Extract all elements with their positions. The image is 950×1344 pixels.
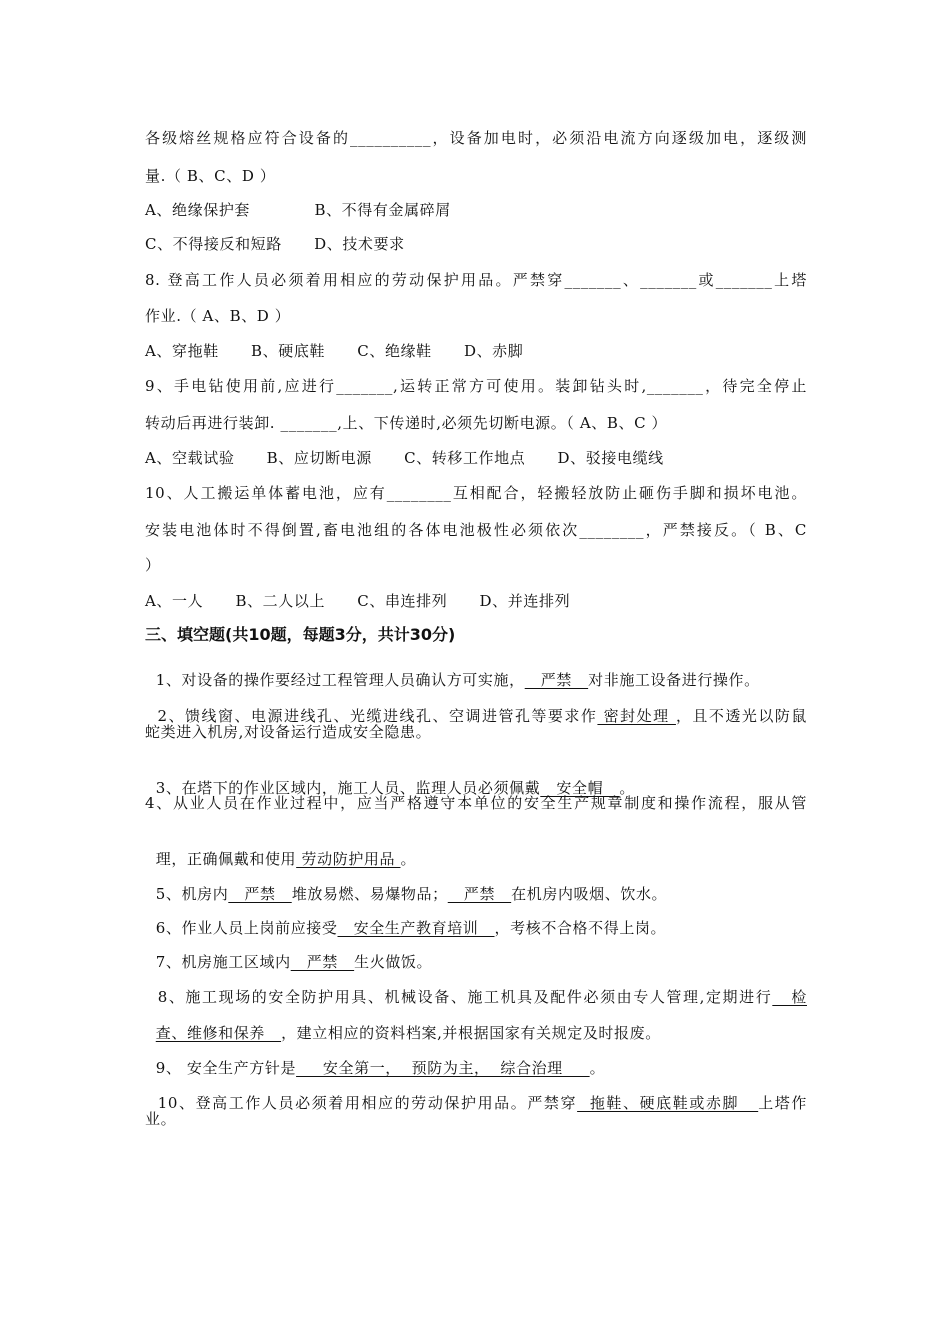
fill-item-8 bbox=[145, 967, 807, 1007]
q7-options-line2: C、不得接反和短路 D、技术要求 bbox=[145, 235, 405, 253]
fill-item-10 bbox=[145, 1073, 807, 1113]
section-heading: 三、填空题(共10题，每题3分，共计30分) bbox=[145, 625, 456, 644]
fill-text: 。 bbox=[619, 779, 635, 797]
q7-stem-line2: 量.（ B、C、D ） bbox=[145, 167, 276, 185]
fill-answer: 检 bbox=[772, 988, 807, 1006]
fill-item-3 bbox=[145, 758, 807, 798]
fill-answer: 严禁 bbox=[524, 671, 589, 689]
fill-answer: 严禁 bbox=[290, 953, 355, 971]
q10-stem-line1: 10、人工搬运单体蓄电池，应有________互相配合，轻搬轻放防止砸伤手脚和损坏电池。 bbox=[145, 484, 807, 502]
fill-text: 在机房内吸烟、饮水。 bbox=[511, 885, 668, 903]
fill-text: 理，正确佩戴和使用 bbox=[155, 850, 297, 868]
fill-answer: 安全第一， 预防为主， 综合治理 bbox=[296, 1059, 590, 1077]
fill-text: 1、对设备的操作要经过工程管理人员确认方可实施， bbox=[155, 671, 525, 689]
fill-text: 10、登高工作人员必须着用相应的劳动保护用品。严禁穿 bbox=[157, 1094, 578, 1112]
fill-text: 5、机房内 bbox=[155, 885, 229, 903]
fill-text: ，考核不合格不得上岗。 bbox=[494, 919, 667, 937]
q9-stem-line1: 9、手电钻使用前,应进行_______,运转正常方可使用。装卸钻头时,_______，待完全停止 bbox=[145, 377, 807, 395]
fill-text: 对非施工设备进行操作。 bbox=[588, 671, 760, 689]
fill-text: 生火做饭。 bbox=[354, 953, 433, 971]
fill-item-1 bbox=[145, 650, 807, 690]
fill-text: ，建立相应的资料档案,并根据国家有关规定及时报废。 bbox=[281, 1024, 661, 1042]
fill-text: 上塔作 bbox=[758, 1094, 807, 1112]
q10-stem-line3: ） bbox=[145, 556, 161, 574]
q10-stem-line2: 安装电池体时不得倒置,畜电池组的各体电池极性必须依次________，严禁接反。（ B、C bbox=[145, 521, 807, 539]
fill-answer: 严禁 bbox=[228, 885, 292, 903]
fill-text: 8、施工现场的安全防护用具、机械设备、施工机具及配件必须由专人管理,定期进行 bbox=[157, 988, 773, 1006]
fill-text: 。 bbox=[589, 1059, 606, 1077]
fill-answer: 安全帽 bbox=[540, 779, 620, 797]
fill-answer: 查、维修和保养 bbox=[155, 1024, 282, 1042]
q10-options: A、一人 B、二人以上 C、串连排列 D、并连排列 bbox=[145, 592, 571, 610]
fill-text: 。 bbox=[400, 850, 417, 868]
q7-options-line1: A、绝缘保护套 B、不得有金属碎屑 bbox=[145, 201, 451, 219]
q8-options: A、穿拖鞋 B、硬底鞋 C、绝缘鞋 D、赤脚 bbox=[145, 342, 524, 360]
fill-item-4: 4、从业人员在作业过程中，应当严格遵守本单位的安全生产规章制度和操作流程，服从管 bbox=[145, 794, 807, 812]
fill-text: 3、在塔下的作业区域内，施工人员、监理人员必须佩戴 bbox=[155, 779, 541, 797]
fill-item-8-cont bbox=[145, 1003, 807, 1043]
fill-text: 7、机房施工区域内 bbox=[155, 953, 291, 971]
fill-answer: 劳动防护用品 bbox=[296, 850, 401, 868]
fill-item-4-cont bbox=[145, 829, 807, 869]
fill-item-10-cont: 业。 bbox=[145, 1110, 177, 1128]
fill-text: 2、馈线窗、电源进线孔、光缆进线孔、空调进管孔等要求作 bbox=[157, 707, 598, 725]
fill-text: ，且不透光以防鼠 bbox=[675, 707, 807, 725]
q7-stem-line1: 各级熔丝规格应符合设备的__________，设备加电时，必须沿电流方向逐级加电，逐级测 bbox=[145, 129, 807, 147]
fill-answer: 严禁 bbox=[447, 885, 512, 903]
fill-text: 堆放易燃、易爆物品； bbox=[291, 885, 448, 903]
fill-item-7 bbox=[145, 932, 807, 972]
fill-answer: 拖鞋、硬底鞋或赤脚 bbox=[577, 1094, 759, 1112]
fill-answer: 安全生产教育培训 bbox=[337, 919, 495, 937]
fill-item-2-cont: 蛇类进入机房,对设备运行造成安全隐患。 bbox=[145, 723, 432, 741]
fill-item-9 bbox=[145, 1038, 807, 1078]
q8-stem-line1: 8. 登高工作人员必须着用相应的劳动保护用品。严禁穿_______、_______或_______上塔 bbox=[145, 271, 807, 289]
q9-options: A、空载试验 B、应切断电源 C、转移工作地点 D、驳接电缆线 bbox=[145, 449, 664, 467]
fill-text: 6、作业人员上岗前应接受 bbox=[155, 919, 338, 937]
fill-text: 9、 安全生产方针是 bbox=[155, 1059, 297, 1077]
fill-answer: 密封处理 bbox=[597, 707, 676, 725]
fill-item-2 bbox=[145, 686, 807, 726]
q9-stem-line2: 转动后再进行装卸. _______,上、下传递时,必须先切断电源。（ A、B、C ） bbox=[145, 414, 668, 432]
q8-stem-line2: 作业.（ A、B、D ） bbox=[145, 307, 291, 325]
